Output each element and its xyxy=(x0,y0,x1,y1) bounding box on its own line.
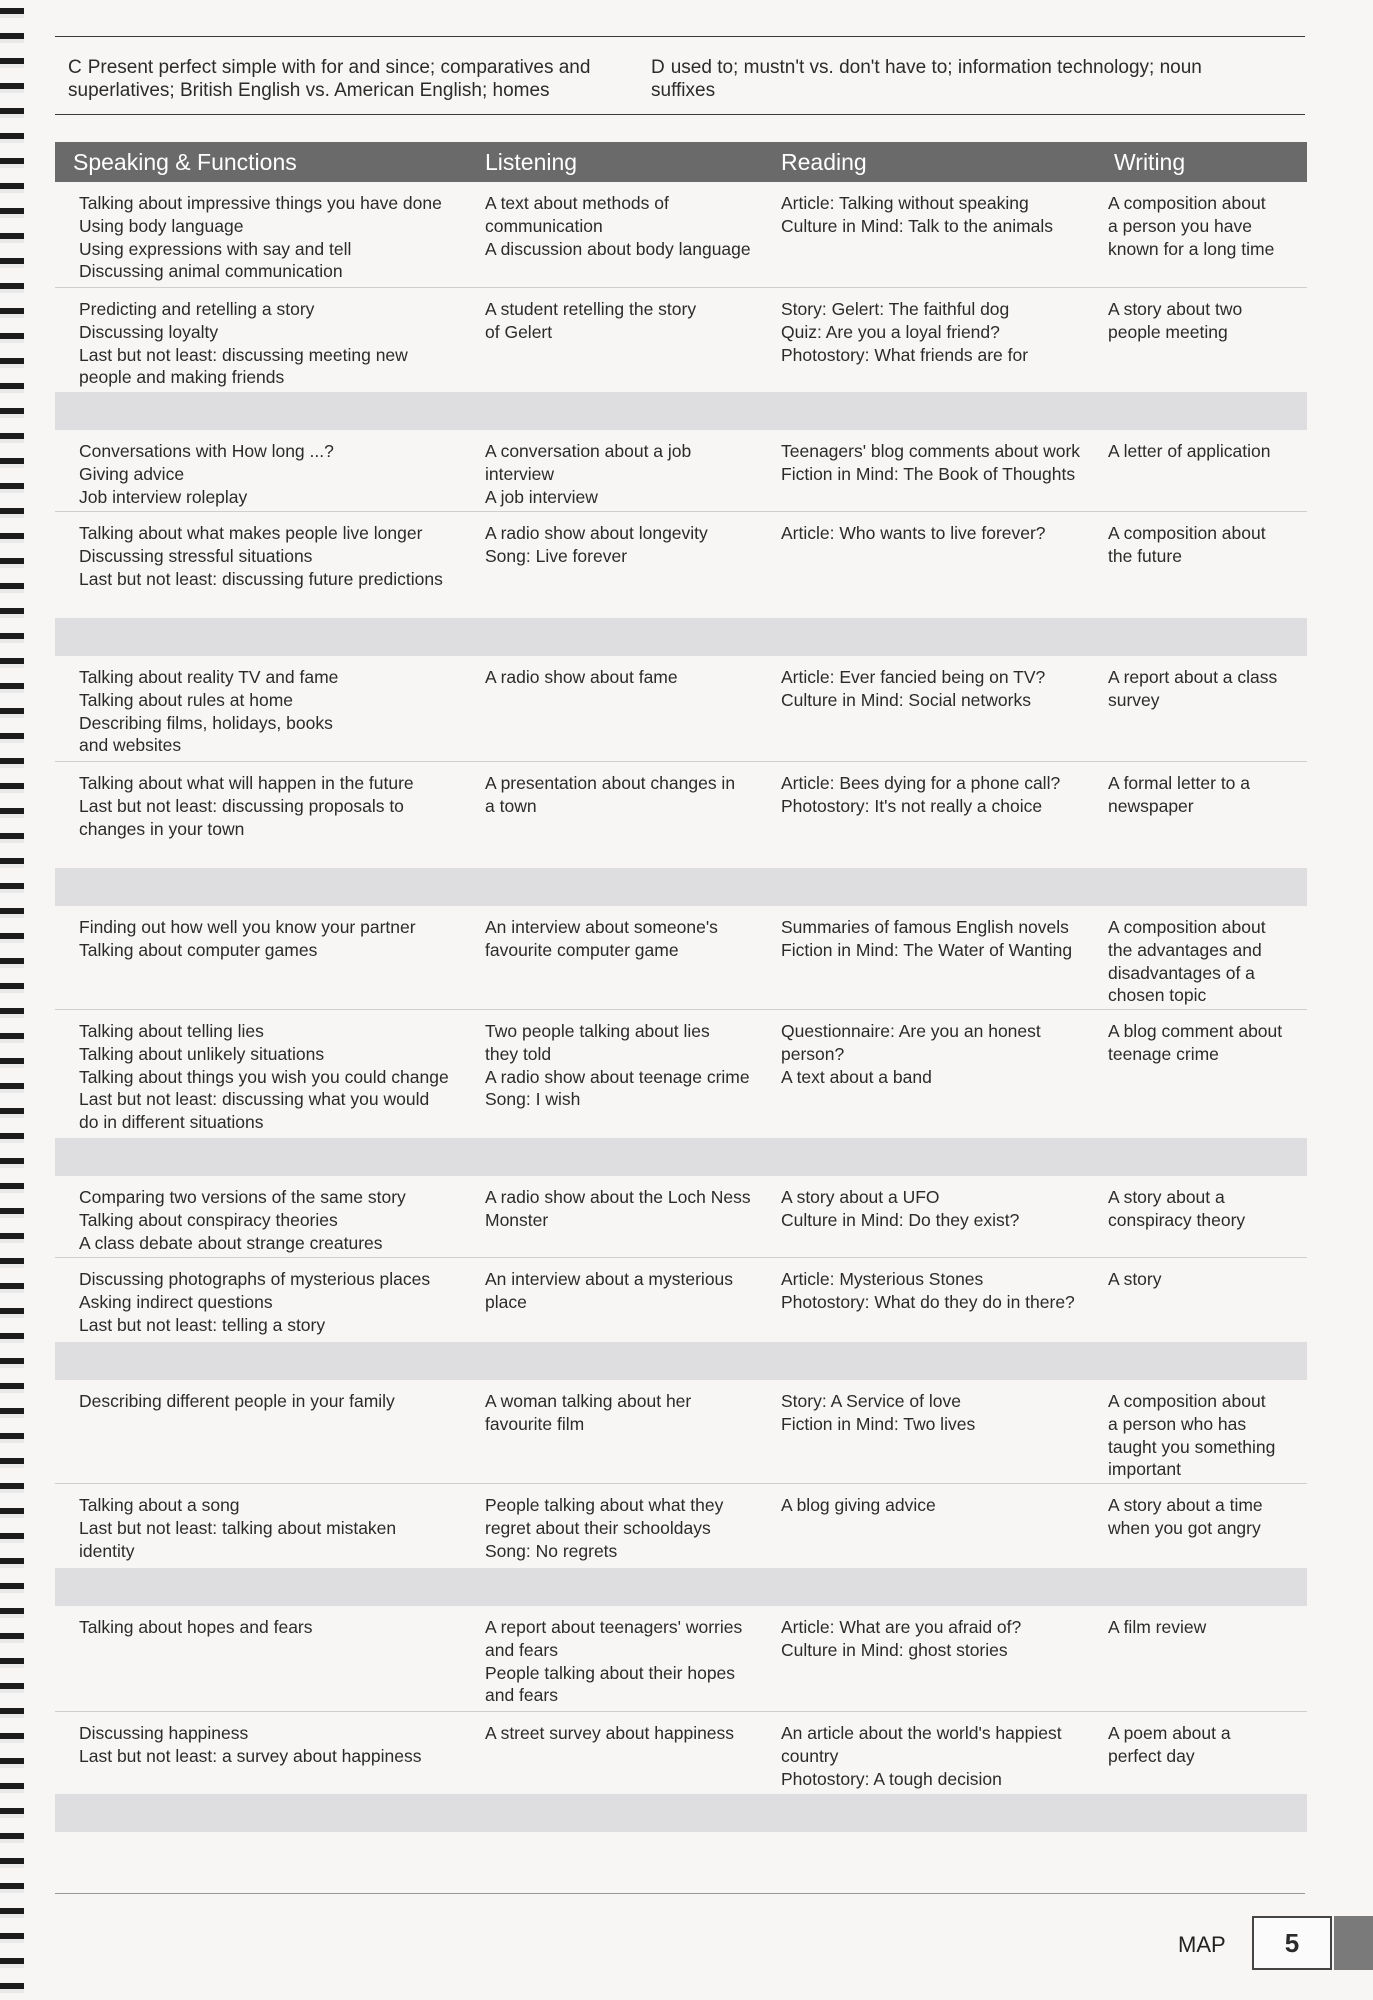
listening-cell: A presentation about changes in a town xyxy=(485,773,736,816)
reading-cell: Story: Gelert: The faithful dog Quiz: Are you a loyal friend? Photostory: What friends are for xyxy=(781,299,1029,365)
writing-cell: A poem about a perfect day xyxy=(1108,1723,1231,1766)
unit-separator-band xyxy=(55,1794,1307,1832)
table-row xyxy=(55,656,1307,762)
reading-cell: A story about a UFO Culture in Mind: Do they exist? xyxy=(781,1187,1020,1230)
writing-cell: A blog comment about teenage crime xyxy=(1108,1021,1283,1064)
speaking-cell: Predicting and retelling a story Discussing loyalty Last but not least: discussing meeting new people and making friends xyxy=(79,299,408,388)
speaking-cell: Discussing happiness Last but not least: a survey about happiness xyxy=(79,1723,422,1766)
reading-cell: Article: Mysterious Stones Photostory: What do they do in there? xyxy=(781,1269,1075,1312)
bottom-rule xyxy=(55,1893,1305,1894)
top-rule xyxy=(55,36,1305,37)
speaking-cell: Discussing photographs of mysterious places Asking indirect questions Last but not least: telling a story xyxy=(79,1269,431,1335)
writing-cell: A composition about a person who has taught you something important xyxy=(1108,1391,1276,1480)
table-row xyxy=(55,1176,1307,1258)
table-row xyxy=(55,430,1307,512)
unit-separator-band xyxy=(55,1342,1307,1380)
writing-cell: A film review xyxy=(1108,1617,1207,1637)
table-row xyxy=(55,1380,1307,1484)
table-row xyxy=(55,762,1307,868)
listening-cell: A student retelling the story of Gelert xyxy=(485,299,697,342)
reading-cell: Article: Ever fancied being on TV? Culture in Mind: Social networks xyxy=(781,667,1046,710)
table-row xyxy=(55,1606,1307,1712)
unit-separator-band xyxy=(55,1138,1307,1176)
writing-cell: A report about a class survey xyxy=(1108,667,1278,710)
speaking-cell: Comparing two versions of the same story Talking about conspiracy theories A class debate about strange creatures xyxy=(79,1187,406,1253)
listening-cell: An interview about a mysterious place xyxy=(485,1269,734,1312)
table-header xyxy=(55,142,1307,182)
table-row xyxy=(55,1258,1307,1342)
unit-separator-band xyxy=(55,392,1307,430)
speaking-cell: Talking about hopes and fears xyxy=(79,1617,313,1637)
reading-cell: Article: Bees dying for a phone call? Photostory: It's not really a choice xyxy=(781,773,1061,816)
listening-cell: An interview about someone's favourite computer game xyxy=(485,917,718,960)
listening-cell: A woman talking about her favourite film xyxy=(485,1391,692,1434)
section-c-text: Present perfect simple with for and since; comparatives and superlatives; British English vs. American English; homes xyxy=(68,57,591,101)
listening-cell: A radio show about the Loch Ness Monster xyxy=(485,1187,751,1230)
writing-cell: A letter of application xyxy=(1108,441,1271,461)
table-row xyxy=(55,288,1307,392)
header-listening: Listening xyxy=(485,149,578,175)
table-row xyxy=(55,512,1307,618)
grammar-d xyxy=(651,56,1234,102)
spiral-binding xyxy=(0,0,24,2000)
speaking-cell: Conversations with How long ...? Giving advice Job interview roleplay xyxy=(79,441,334,507)
listening-cell: A text about methods of communication A discussion about body language xyxy=(485,193,751,259)
table-row xyxy=(55,1712,1307,1794)
header-rule xyxy=(55,114,1305,115)
reading-cell: A blog giving advice xyxy=(781,1495,936,1515)
grammar-summary xyxy=(68,56,1308,102)
speaking-cell: Talking about reality TV and fame Talking about rules at home Describing films, holidays, books and websites xyxy=(79,667,339,756)
reading-cell: Teenagers' blog comments about work Fiction in Mind: The Book of Thoughts xyxy=(781,441,1081,484)
page-number: 5 xyxy=(1252,1916,1332,1970)
header-writing: Writing xyxy=(1114,149,1186,175)
writing-cell: A story about a time when you got angry xyxy=(1108,1495,1263,1538)
writing-cell: A story xyxy=(1108,1269,1162,1289)
speaking-cell: Finding out how well you know your partner Talking about computer games xyxy=(79,917,416,960)
header-speaking: Speaking & Functions xyxy=(73,149,297,175)
reading-cell: Story: A Service of love Fiction in Mind: Two lives xyxy=(781,1391,976,1434)
listening-cell: People talking about what they regret about their schooldays Song: No regrets xyxy=(485,1495,724,1561)
speaking-cell: Talking about a song Last but not least: talking about mistaken identity xyxy=(79,1495,397,1561)
reading-cell: Summaries of famous English novels Fiction in Mind: The Water of Wanting xyxy=(781,917,1073,960)
header-reading: Reading xyxy=(781,149,867,175)
writing-cell: A formal letter to a newspaper xyxy=(1108,773,1251,816)
grammar-c xyxy=(68,56,651,102)
listening-cell: A radio show about fame xyxy=(485,667,678,687)
writing-cell: A composition about a person you have known for a long time xyxy=(1108,193,1275,259)
reading-cell: Questionnaire: Are you an honest person? A text about a band xyxy=(781,1021,1041,1087)
listening-cell: Two people talking about lies they told A radio show about teenage crime Song: I wish xyxy=(485,1021,750,1110)
syllabus-table xyxy=(55,142,1307,1832)
section-d-label: D xyxy=(651,57,665,78)
table-row xyxy=(55,182,1307,288)
speaking-cell: Talking about telling lies Talking about unlikely situations Talking about things you wish you could change Last but not least: discussing what you would do in different situations xyxy=(79,1021,449,1133)
map-label: MAP xyxy=(1178,1932,1226,1957)
reading-cell: Article: Who wants to live forever? xyxy=(781,523,1046,543)
writing-cell: A story about two people meeting xyxy=(1108,299,1243,342)
unit-separator-band xyxy=(55,868,1307,906)
writing-cell: A composition about the advantages and disadvantages of a chosen topic xyxy=(1108,917,1266,1006)
table-row xyxy=(55,1484,1307,1568)
section-c-label: C xyxy=(68,57,82,78)
section-d-text: used to; mustn't vs. don't have to; information technology; noun suffixes xyxy=(651,57,1202,101)
listening-cell: A street survey about happiness xyxy=(485,1723,735,1743)
reading-cell: Article: Talking without speaking Culture in Mind: Talk to the animals xyxy=(781,193,1054,236)
writing-cell: A composition about the future xyxy=(1108,523,1266,566)
listening-cell: A radio show about longevity Song: Live forever xyxy=(485,523,708,566)
listening-cell: A conversation about a job interview A job interview xyxy=(485,441,692,507)
unit-separator-band xyxy=(55,1568,1307,1606)
reading-cell: Article: What are you afraid of? Culture in Mind: ghost stories xyxy=(781,1617,1022,1660)
table-row xyxy=(55,1010,1307,1138)
page-edge-tab xyxy=(1334,1916,1373,1970)
speaking-cell: Talking about what will happen in the future Last but not least: discussing proposals to changes in your town xyxy=(79,773,414,839)
table-row xyxy=(55,906,1307,1010)
unit-separator-band xyxy=(55,618,1307,656)
reading-cell: An article about the world's happiest country Photostory: A tough decision xyxy=(781,1723,1062,1789)
speaking-cell: Talking about impressive things you have done Using body language Using expressions with say and tell Discussing animal communication xyxy=(79,193,442,282)
listening-cell: A report about teenagers' worries and fears People talking about their hopes and fears xyxy=(485,1617,743,1706)
writing-cell: A story about a conspiracy theory xyxy=(1108,1187,1246,1230)
speaking-cell: Describing different people in your family xyxy=(79,1391,395,1411)
speaking-cell: Talking about what makes people live longer Discussing stressful situations Last but not least: discussing future predictions xyxy=(79,523,443,589)
